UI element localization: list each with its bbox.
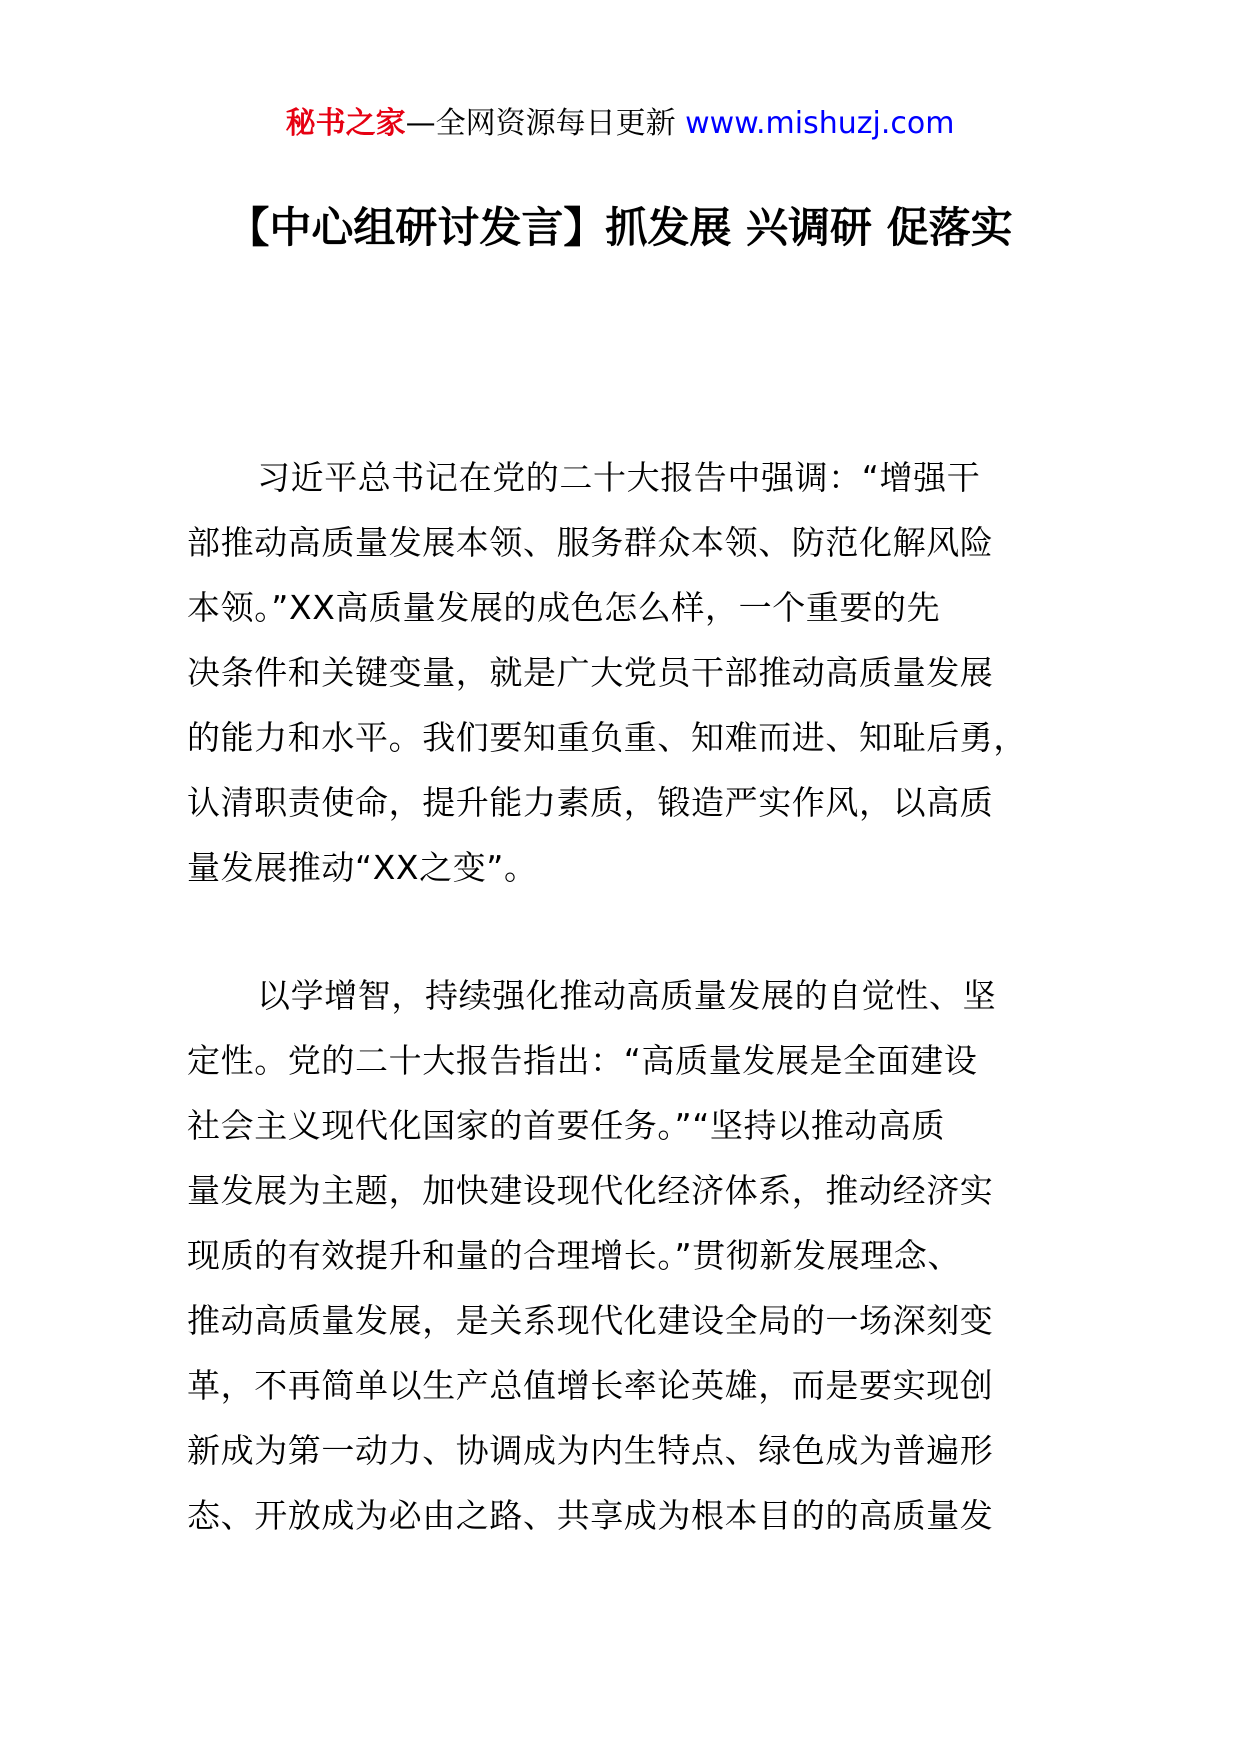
site-header <box>0 104 1240 144</box>
paragraph-line: 部推动高质量发展本领、服务群众本领、防范化解风险 <box>187 523 994 562</box>
paragraph-line: 新成为第一动力、协调成为内生特点、绿色成为普遍形 <box>187 1431 994 1470</box>
paragraph-line: 现质的有效提升和量的合理增长。”贯彻新发展理念、 <box>187 1236 961 1275</box>
paragraph-line: 量发展为主题，加快建设现代化经济体系，推动经济实 <box>187 1171 994 1210</box>
paragraph-line: 革，不再简单以生产总值增长率论英雄，而是要实现创 <box>187 1366 994 1405</box>
paragraph-line: 态、开放成为必由之路、共享成为根本目的的高质量发 <box>187 1496 994 1535</box>
site-url-link[interactable]: www.mishuzj.com <box>685 106 955 141</box>
paragraph-line: 的能力和水平。我们要知重负重、知难而进、知耻后勇， <box>187 718 1027 757</box>
document-title: 【中心组研讨发言】抓发展 兴调研 促落实 <box>227 203 1013 252</box>
paragraph-1 <box>187 445 1067 900</box>
paragraph-2 <box>187 963 1067 1548</box>
site-tagline: —全网资源每日更新 <box>405 106 686 141</box>
paragraph-line: 以学增智，持续强化推动高质量发展的自觉性、坚 <box>257 976 997 1015</box>
paragraph-line: 量发展推动“XX之变”。 <box>187 848 538 887</box>
paragraph-line: 定性。党的二十大报告指出：“高质量发展是全面建设 <box>187 1041 978 1080</box>
site-brand: 秘书之家 <box>285 106 406 141</box>
paragraph-line: 推动高质量发展，是关系现代化建设全局的一场深刻变 <box>187 1301 994 1340</box>
paragraph-line: 认清职责使命，提升能力素质，锻造严实作风，以高质 <box>187 783 994 822</box>
paragraph-line: 习近平总书记在党的二十大报告中强调：“增强干 <box>257 458 981 497</box>
paragraph-line: 本领。”XX高质量发展的成色怎么样，一个重要的先 <box>187 588 941 627</box>
paragraph-line: 社会主义现代化国家的首要任务。”“坚持以推动高质 <box>187 1106 946 1145</box>
paragraph-line: 决条件和关键变量，就是广大党员干部推动高质量发展 <box>187 653 994 692</box>
